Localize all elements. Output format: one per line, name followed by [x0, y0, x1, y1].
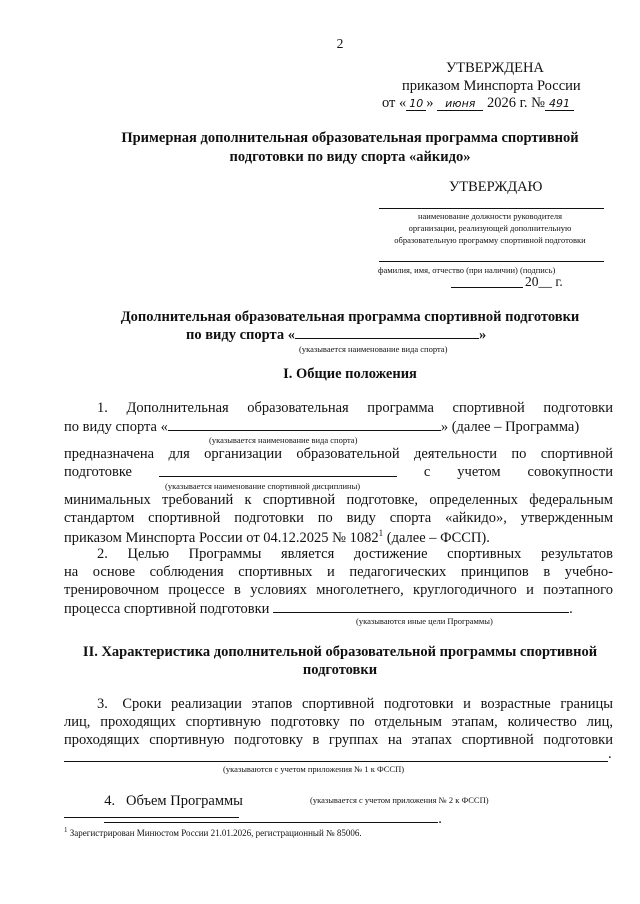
p1-row-6: стандартом спортивной подготовки по виду спорта «айкидо», утвержденным	[64, 510, 613, 526]
p1-row-5: минимальных требований к спортивной подготовке, определенных федеральным	[64, 492, 613, 508]
footnote-text: Зарегистрирован Минюстом России 21.01.2026, регистрационный № 85006.	[67, 828, 362, 838]
footnote-mark: 1	[64, 826, 68, 834]
position-hint-1: наименование должности руководителя	[417, 211, 563, 221]
p1-row-4-prefix: подготовке	[64, 464, 132, 480]
approval-order-line: приказом Минспорта России	[402, 78, 581, 94]
p1-row-2-suffix: » (далее – Программа)	[440, 419, 580, 435]
handwritten-number: 491	[545, 97, 574, 111]
p4-prefix: 4. Объем Программы	[104, 793, 243, 809]
footnote-ref: 1	[378, 528, 384, 538]
p3-row-2: лиц, проходящих спортивную подготовку по отдельным этапам, количество лиц,	[64, 714, 613, 730]
p3-blank-line	[64, 761, 608, 762]
position-hint-3: образовательную программу спортивной подготовки	[394, 235, 586, 245]
position-hint-2: организации, реализующей дополнительную	[408, 223, 572, 233]
handwritten-day: 10	[406, 97, 426, 111]
section-2-title-line-2: подготовки	[302, 662, 378, 678]
p1-row-7-suffix: (далее – ФССП).	[383, 529, 490, 546]
name-hint: фамилия, имя, отчество (при наличии) (подпись)	[378, 265, 556, 275]
p1-row-4-c: с	[423, 464, 431, 480]
p3-row-1: 3. Сроки реализации этапов спортивной подготовки и возрастные границы	[97, 696, 613, 712]
p1-row-4-with: учетом	[457, 464, 501, 480]
page-number: 2	[336, 36, 344, 51]
p1-row-7-prefix: приказом Минспорта России от 04.12.2025 № 1082	[64, 529, 379, 546]
p2-row-4-prefix: процесса спортивной подготовки	[64, 601, 270, 617]
p1-row-1: 1. Дополнительная образовательная программа спортивной подготовки	[97, 400, 613, 416]
p3-row-3: проходящих спортивную подготовку в группах на этапах спортивной подготовки	[64, 732, 613, 748]
p2-hint: (указываются иные цели Программы)	[356, 616, 493, 626]
p1-hint-2: (указывается наименование спортивной дисциплины)	[165, 481, 361, 491]
p1-sport-blank	[168, 418, 441, 431]
approval-title: УТВЕРЖДЕНА	[446, 60, 544, 76]
p2-row-4-suffix: .	[569, 601, 573, 617]
date-year: 2026 г. №	[487, 95, 546, 111]
p1-row-4-total: совокупности	[527, 464, 613, 480]
p2-row-3: тренировочном процессе в условиях многолетнего, круглогодичного и поэтапного	[64, 582, 613, 598]
program-title-suffix: »	[478, 327, 487, 343]
p1-row-7	[64, 528, 490, 547]
p2-goals-blank	[273, 600, 569, 613]
doc-title-line-1: Примерная дополнительная образовательная программа спортивной	[121, 130, 579, 146]
date-line	[451, 287, 523, 288]
program-title-line-1: Дополнительная образовательная программа спортивной подготовки	[120, 309, 580, 325]
sport-name-blank	[295, 326, 479, 339]
approval-date-line	[382, 95, 574, 112]
footnote-separator	[64, 817, 239, 818]
p2-row-2: на основе соблюдения спортивных и педагогических принципов в учебно-	[64, 564, 613, 580]
p1-discipline-blank	[159, 464, 397, 477]
section-2-title-line-1: II. Характеристика дополнительной образовательной программы спортивной	[82, 644, 598, 660]
program-title-prefix: по виду спорта «	[186, 327, 295, 343]
p2-row-4	[64, 600, 573, 618]
doc-title-line-2: подготовки по виду спорта «айкидо»	[229, 149, 471, 165]
date-prefix: от «	[382, 95, 407, 111]
date-mid: »	[426, 95, 434, 111]
footnote	[64, 826, 362, 838]
program-title-hint: (указывается наименование вида спорта)	[299, 344, 448, 354]
position-line	[379, 208, 604, 209]
p1-hint-1: (указывается наименование вида спорта)	[209, 435, 358, 445]
p1-row-3: предназначена для организации образовательной деятельности по спортивной	[64, 446, 613, 462]
approve-title: УТВЕРЖДАЮ	[449, 179, 543, 195]
p1-row-4	[64, 464, 613, 481]
handwritten-month: июня	[437, 97, 483, 111]
program-title-line-2	[186, 326, 486, 344]
p4-suffix: .	[438, 811, 442, 827]
name-line	[379, 261, 604, 262]
p4-hint: (указывается с учетом приложения № 2 к ФССП)	[310, 795, 489, 805]
p1-row-2-prefix: по виду спорта «	[64, 419, 168, 435]
p3-row-4-suffix: .	[608, 746, 612, 762]
approve-date: 20__ г.	[525, 274, 563, 289]
p1-row-2	[64, 418, 613, 436]
p3-hint: (указываются с учетом приложения № 1 к ФССП)	[223, 764, 405, 774]
p2-row-1: 2. Целью Программы является достижение спортивных результатов	[97, 546, 613, 562]
section-1-title: I. Общие положения	[283, 366, 417, 382]
